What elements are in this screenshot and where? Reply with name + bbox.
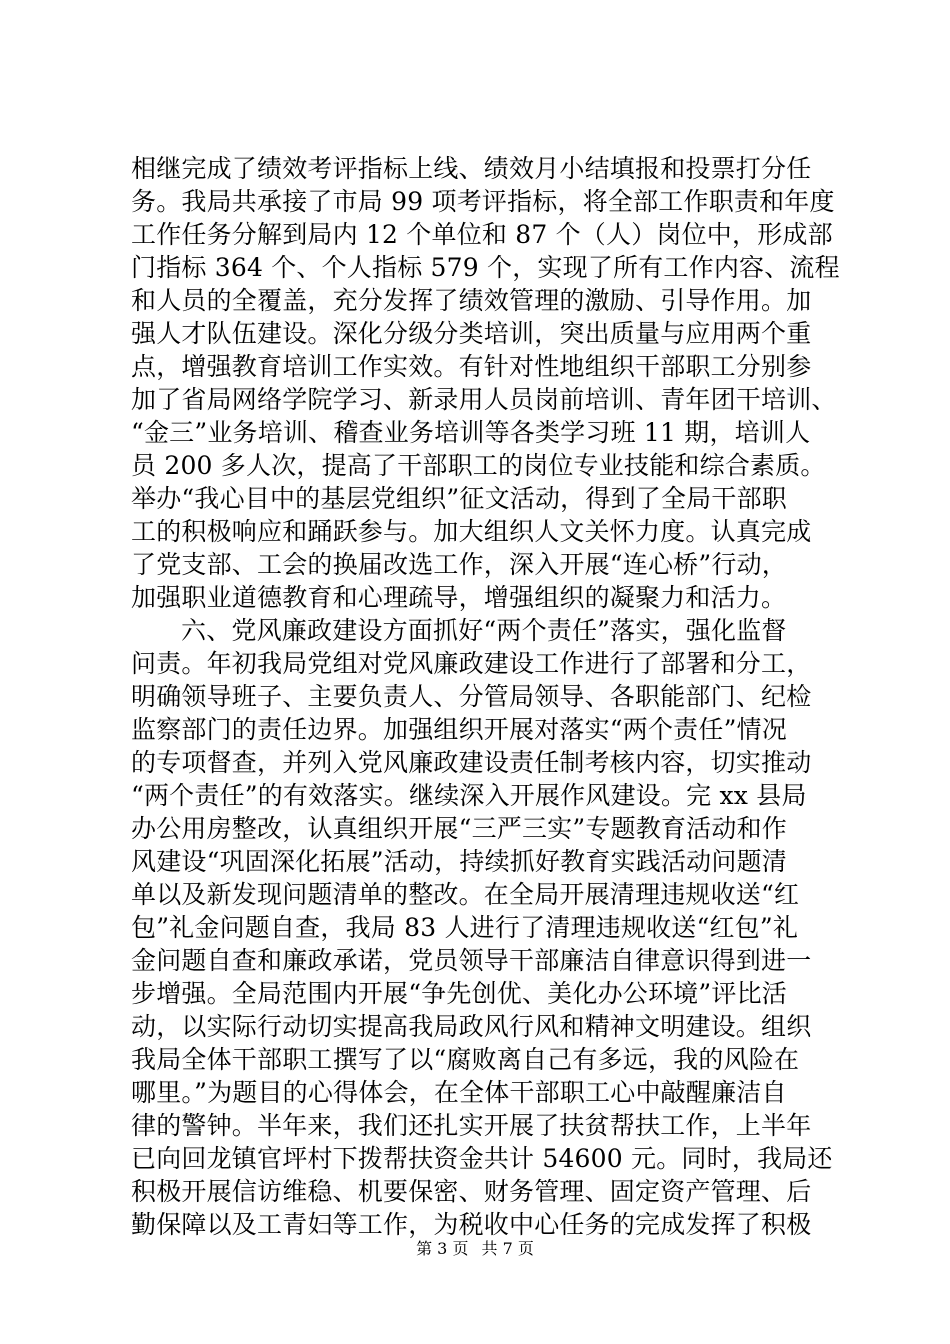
text-line: 了党支部、工会的换届改选工作，深入开展“连心桥”行动， [131, 550, 787, 579]
text-line: 工作任务分解到局内 12 个单位和 87 个（人）岗位中，形成部 [131, 220, 833, 249]
text-line: 问责。年初我局党组对党风廉政建设工作进行了部署和分工， [131, 649, 812, 678]
text-line: 风建设“巩固深化拓展”活动，持续抓好教育实践活动问题清 [131, 847, 787, 876]
text-line: 点，增强教育培训工作实效。有针对性地组织干部职工分别参 [131, 352, 812, 381]
text-line: 包”礼金问题自查，我局 83 人进行了清理违规收送“红包”礼 [131, 913, 799, 942]
text-line: 举办“我心目中的基层党组织”征文活动，得到了全局干部职 [131, 484, 787, 513]
text-line: 办公用房整改，认真组织开展“三严三实”专题教育活动和作 [131, 814, 787, 843]
text-line: 明确领导班子、主要负责人、分管局领导、各职能部门、纪检 [131, 682, 812, 711]
text-line: “金三”业务培训、稽查业务培训等各类学习班 11 期，培训人 [131, 418, 811, 447]
text-line: 积极开展信访维稳、机要保密、财务管理、固定资产管理、后 [131, 1177, 812, 1206]
text-line: “两个责任”的有效落实。继续深入开展作风建设。完 xx 县局 [131, 781, 807, 810]
text-line: 员 200 多人次，提高了干部职工的岗位专业技能和综合素质。 [131, 451, 826, 480]
text-line: 监察部门的责任边界。加强组织开展对落实“两个责任”情况 [131, 715, 787, 744]
page-number: 第 3 页 [416, 1239, 469, 1258]
text-line: 加强职业道德教育和心理疏导，增强组织的凝聚力和活力。 [131, 583, 787, 612]
text-line: 单以及新发现问题清单的整改。在全局开展清理违规收送“红 [131, 880, 800, 909]
text-line: 和人员的全覆盖，充分发挥了绩效管理的激励、引导作用。加 [131, 286, 812, 315]
text-line: 律的警钟。半年来，我们还扎实开展了扶贫帮扶工作，上半年 [131, 1111, 812, 1140]
text-line: 加了省局网络学院学习、新录用人员岗前培训、青年团干培训、 [131, 385, 837, 414]
text-line: 工的积极响应和踊跃参与。加大组织人文关怀力度。认真完成 [131, 517, 812, 546]
page-footer [0, 1239, 950, 1259]
body-text [131, 152, 840, 1241]
text-line: 已向回龙镇官坪村下拨帮扶资金共计 54600 元。同时，我局还 [131, 1144, 833, 1173]
text-line: 我局全体干部职工撰写了以“腐败离自己有多远，我的风险在 [131, 1045, 800, 1074]
text-line: 务。我局共承接了市局 99 项考评指标，将全部工作职责和年度 [131, 187, 835, 216]
page-total: 共 7 页 [481, 1239, 534, 1258]
text-line: 哪里。”为题目的心得体会，在全体干部职工心中敲醒廉洁自 [131, 1078, 787, 1107]
text-line: 步增强。全局范围内开展“争先创优、美化办公环境”评比活 [131, 979, 787, 1008]
text-line: 金问题自查和廉政承诺，党员领导干部廉洁自律意识得到进一 [131, 946, 812, 975]
text-line: 强人才队伍建设。深化分级分类培训，突出质量与应用两个重 [131, 319, 812, 348]
text-line: 门指标 364 个、个人指标 579 个，实现了所有工作内容、流程 [131, 253, 840, 282]
text-line: 相继完成了绩效考评指标上线、绩效月小结填报和投票打分任 [131, 154, 812, 183]
text-line: 的专项督查，并列入党风廉政建设责任制考核内容，切实推动 [131, 748, 812, 777]
text-line: 勤保障以及工青妇等工作，为税收中心任务的完成发挥了积极 [131, 1210, 812, 1239]
text-line: 动，以实际行动切实提高我局政风行风和精神文明建设。组织 [131, 1012, 812, 1041]
section-heading-line: 六、党风廉政建设方面抓好“两个责任”落实，强化监督 [181, 616, 787, 645]
